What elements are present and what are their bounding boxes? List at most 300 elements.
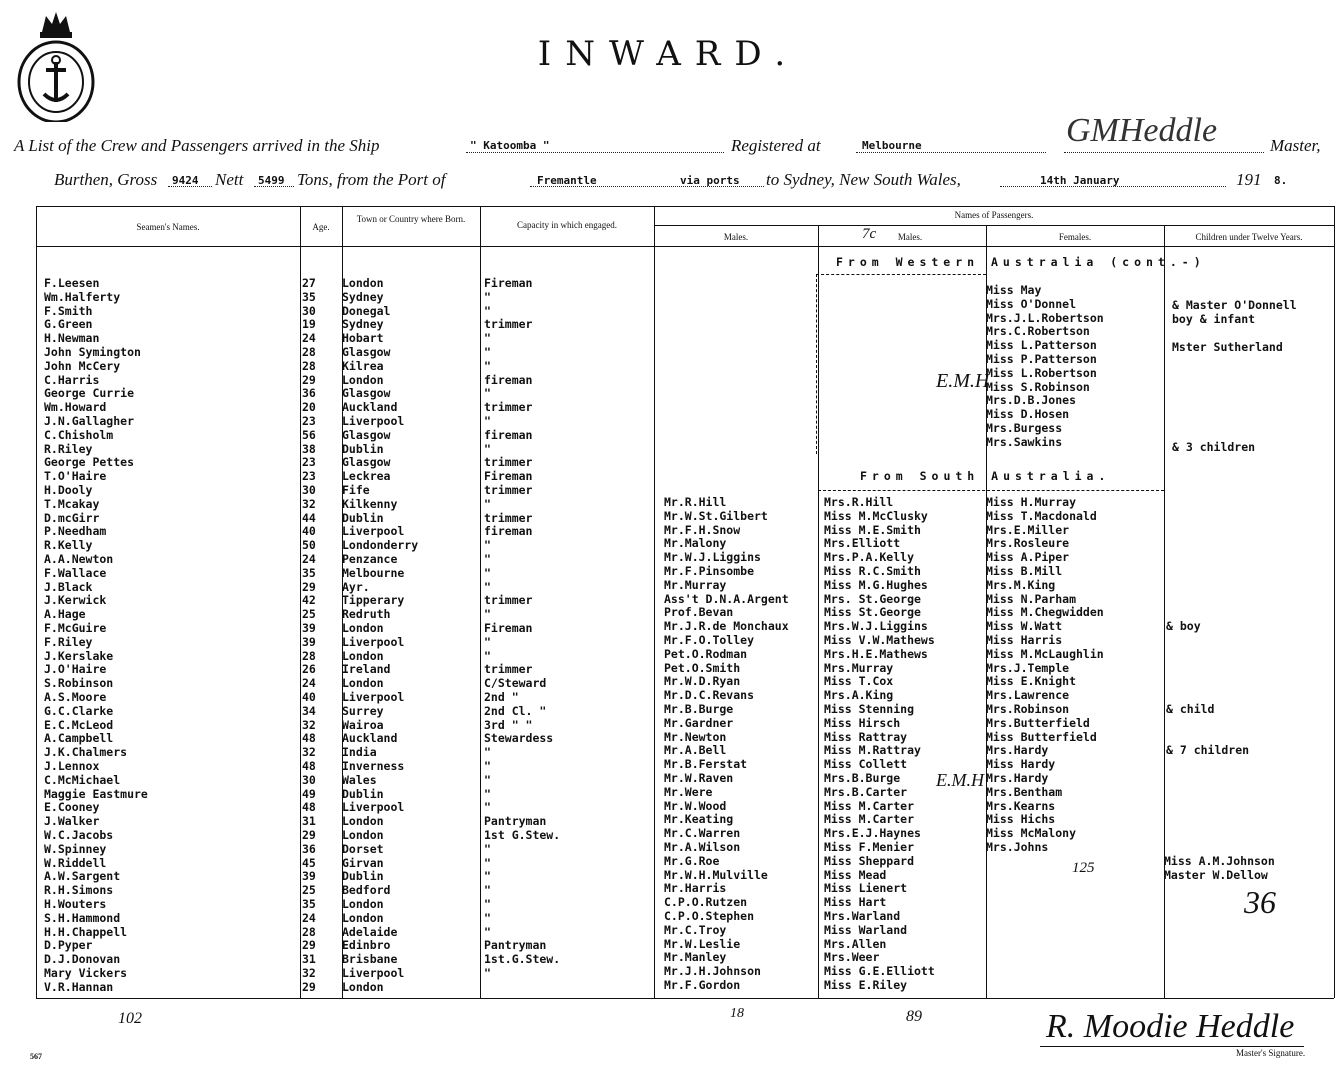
crew-capacity: " [484,745,491,760]
crew-birthplace: Ayr. [342,579,370,594]
crew-birthplace: Liverpool [342,800,405,815]
crew-capacity: trimmer [484,483,533,497]
passenger-female: Mrs.D.B.Jones [986,393,1077,408]
crew-age: 40 [302,524,316,539]
crew-name: George Currie [44,386,135,401]
crew-name: H.H.Chappell [44,924,128,939]
crew-birthplace: Redruth [342,607,391,622]
crew-name: W.C.Jacobs [44,828,114,842]
crew-birthplace: India [342,745,377,760]
year-prefix: 191 [1236,170,1262,189]
handwritten-initials: E.M.H [936,370,990,392]
crew-capacity: trimmer [484,662,533,677]
crew-birthplace: Glasgow [342,386,391,401]
passenger-female: Miss L.Robertson [986,365,1097,380]
crew-age: 23 [302,455,316,470]
passenger-female: Mrs.C.Robertson [986,324,1090,339]
passenger-male: Mr.Keating [664,812,734,827]
crew-name: S.Robinson [44,676,114,691]
col-passengers: Names of Passengers. [954,210,1034,220]
crew-name: C.Chisholm [44,427,114,442]
crew-age: 25 [302,607,316,622]
crew-capacity: Fireman [484,621,533,635]
passenger-male: Pet.O.Smith [664,660,741,675]
crew-age: 56 [302,427,316,442]
crew-name: D.Pyper [44,938,93,953]
to-sydney-label: to Sydney, New South Wales, [766,170,961,189]
crew-capacity: fireman [484,524,533,539]
crew-total: 102 [118,1010,142,1027]
crew-name: C.McMichael [44,772,121,787]
crew-birthplace: Leckrea [342,469,391,484]
passenger-female: Mrs.Warland [824,909,901,923]
passenger-male: Mr.W.St.Gilbert [664,508,768,523]
crew-capacity: " [484,648,491,663]
crew-name: J.Black [44,579,93,594]
passenger-female: Mrs. St.George [824,591,921,606]
passenger-female: Miss Hardy [986,757,1056,772]
crew-birthplace: Dublin [342,869,384,884]
master-label: Master, [1270,136,1321,155]
passenger-female: Miss Sheppard [824,853,915,868]
col-males: Males. [723,232,749,242]
crew-capacity: " [484,289,491,304]
passenger-male: Mr.Were [664,784,713,799]
crew-birthplace: Bedford [342,883,391,898]
crew-name: J.N.Gallagher [44,414,135,428]
passenger-child: & 3 children [1172,440,1256,454]
passenger-female: Mrs.Weer [824,950,880,965]
crew-capacity: trimmer [484,317,533,332]
crew-age: 39 [302,869,316,884]
passenger-female: Miss H.Murray [986,495,1077,509]
crew-capacity: " [484,883,491,898]
passenger-female: Mrs.Butterfield [986,715,1090,730]
passenger-male: Prof.Bevan [664,605,734,620]
crew-name: T.O'Haire [44,469,107,484]
passenger-female: Mrs.Johns [986,840,1049,854]
crew-name: A.A.Newton [44,552,114,566]
passenger-child: & 7 children [1166,743,1250,758]
passenger-female: Miss A.Piper [986,550,1070,565]
crew-name: R.H.Simons [44,883,114,898]
crew-birthplace: Surrey [342,703,384,718]
crew-name: A.Campbell [44,731,114,746]
crew-capacity: " [484,924,491,939]
signature-label: Master's Signature. [1236,1048,1306,1058]
crew-name: T.Mcakay [44,496,100,511]
crew-birthplace: Hobart [342,331,384,346]
crew-age: 24 [302,910,316,925]
crew-name: Wm.Howard [44,400,107,415]
crew-capacity: " [484,414,491,428]
col-children: Children under Twelve Years. [1195,232,1303,242]
passenger-male: Mr.Manley [664,950,727,965]
crew-capacity: Pantryman [484,814,547,829]
passenger-male: Mr.F.O.Tolley [664,633,755,647]
crew-age: 28 [302,358,316,373]
crew-birthplace: London [342,814,384,829]
crew-age: 29 [302,828,316,842]
passenger-female: Mrs.Sawkins [986,434,1063,449]
crew-name: F.McGuire [44,621,107,635]
crew-name: J.Lennox [44,759,100,773]
crew-age: 32 [302,966,316,980]
crew-age: 24 [302,331,316,346]
crew-name: J.Walker [44,814,100,829]
crew-age: 29 [302,372,316,387]
passenger-male: Mr.D.C.Revans [664,688,755,703]
crew-birthplace: Dublin [342,441,384,456]
master-signature: R. Moodie Heddle [1046,1008,1295,1045]
crew-name: H.Newman [44,331,100,346]
crew-capacity: fireman [484,372,533,387]
crew-name: R.Riley [44,441,93,456]
passenger-female: Mrs.Hardy [986,771,1049,785]
crew-birthplace: London [342,979,384,994]
crew-birthplace: Tipperary [342,593,405,608]
crew-name: C.Harris [44,372,100,387]
crew-name: E.C.McLeod [44,717,114,732]
page-number: 567 [30,1052,42,1061]
crew-name: G.C.Clarke [44,703,114,718]
crew-birthplace: Donegal [342,303,391,318]
crew-capacity: " [484,496,491,511]
tons-label: Tons, from the Port of [297,170,446,189]
passenger-male: Mr.R.Hill [664,495,727,509]
crew-capacity: " [484,759,491,773]
passenger-female: Miss Rattray [824,729,908,744]
registered-label: Registered at [731,136,821,155]
crew-age: 25 [302,883,316,898]
crew-name: John Symington [44,345,141,359]
crew-age: 50 [302,538,316,553]
passenger-child: Master W.Dellow [1164,867,1268,882]
passenger-female: Miss Mead [824,867,887,882]
crew-capacity: " [484,855,491,870]
crew-name: V.R.Hannan [44,979,114,994]
crew-age: 28 [302,924,316,939]
passenger-female: Miss N.Parham [986,591,1077,606]
crew-capacity: " [484,358,491,373]
passenger-female: Mrs.J.L.Robertson [986,310,1104,325]
passenger-female: Mrs.R.Hill [824,495,894,509]
crew-age: 45 [302,855,316,870]
crew-birthplace: Dublin [342,786,384,801]
passenger-female: Miss Collett [824,757,908,772]
passenger-female: Miss Hart [824,895,887,910]
crew-name: F.Smith [44,303,93,318]
crew-name: J.K.Chalmers [44,745,128,760]
crew-capacity: " [484,579,491,594]
crew-name: Wm.Halferty [44,289,121,304]
crew-birthplace: London [342,828,384,842]
passenger-male: Mr.C.Troy [664,922,727,937]
passenger-female: Miss May [986,283,1042,297]
passenger-female: Miss Butterfield [986,729,1097,744]
crew-age: 32 [302,496,316,511]
crew-age: 31 [302,952,316,967]
passenger-male: Mr.F.Pinsombe [664,564,755,578]
passenger-female: Miss G.E.Elliott [824,964,935,979]
passenger-female: Mrs.Elliott [824,536,901,551]
passenger-female: Miss E.Riley [824,978,908,992]
males-total: 18 [730,1006,744,1021]
passenger-male: Mr.C.Warren [664,826,741,841]
passenger-male: Ass't D.N.A.Argent [664,591,789,606]
crew-birthplace: Edinbro [342,938,391,953]
crew-birthplace: London [342,897,384,911]
passenger-female: Miss Lienert [824,881,908,896]
passenger-female: Miss Hirsch [824,715,901,730]
crew-birthplace: Liverpool [342,414,405,428]
crew-age: 42 [302,593,316,608]
crew-capacity: 1st.G.Stew. [484,952,561,967]
master-name-signature: GMHeddle [1066,112,1218,149]
passenger-child: & Master O'Donnell [1172,298,1297,312]
crew-age: 24 [302,552,316,566]
passenger-female: Mrs.B.Carter [824,784,908,799]
passenger-female: Mrs.Bentham [986,784,1063,799]
passenger-female: Miss V.W.Mathews [824,633,935,647]
crew-birthplace: Glasgow [342,455,391,470]
via-ports: via ports [680,174,740,187]
crew-age: 35 [302,565,316,580]
crew-capacity: " [484,966,491,980]
crew-name: Mary Vickers [44,966,128,980]
passenger-female: Miss M.McClusky [824,508,928,523]
crew-birthplace: London [342,276,384,290]
passenger-female: Mrs.Hardy [986,743,1049,758]
handwritten-initials-2: E.M.H [936,770,984,790]
passenger-female: Miss B.Mill [986,564,1063,578]
crew-capacity: 2nd Cl. " [484,703,547,718]
col-females: Females. [1058,232,1092,242]
crew-capacity: " [484,303,491,318]
passenger-female: Mrs.W.J.Liggins [824,619,928,634]
crew-age: 35 [302,289,316,304]
crew-birthplace: Dublin [342,510,384,525]
crew-name: E.Cooney [44,800,100,815]
crew-birthplace: Girvan [342,855,384,870]
crew-birthplace: London [342,372,384,387]
passenger-female: Mrs.E.J.Haynes [824,826,921,841]
passenger-male: C.P.O.Rutzen [664,895,748,910]
crew-name: S.H.Hammond [44,910,121,925]
crew-birthplace: Penzance [342,552,398,566]
crew-birthplace: Ireland [342,662,391,677]
passenger-female: Miss Warland [824,922,908,937]
crew-age: 49 [302,786,316,801]
crew-name: F.Wallace [44,565,107,580]
passenger-male: Mr.Murray [664,577,727,592]
crew-capacity: fireman [484,427,533,442]
passenger-male: Mr.A.Wilson [664,840,741,854]
passenger-male: Mr.B.Ferstat [664,757,748,772]
crew-name: D.J.Donovan [44,952,121,967]
crew-capacity: " [484,841,491,856]
crew-birthplace: Kilkenny [342,496,398,511]
passenger-female: Mrs.Burgess [986,421,1063,435]
passenger-male: Mr.W.Leslie [664,936,741,951]
crew-capacity: 3rd " " [484,717,533,732]
crew-age: 44 [302,510,316,525]
heading-line1: A List of the Crew and Passengers arrived in the Ship [14,136,380,155]
passenger-female: Miss E.Knight [986,674,1077,689]
passenger-male: Mr.J.H.Johnson [664,964,761,979]
crew-name: G.Green [44,317,93,332]
crew-capacity: " [484,607,491,622]
crew-age: 31 [302,814,316,829]
passenger-female: Mrs.P.A.Kelly [824,550,915,565]
gross-tonnage: 9424 [172,174,199,187]
crew-birthplace: Liverpool [342,524,405,539]
crew-capacity: " [484,565,491,580]
passenger-female: Miss M.Carter [824,812,915,827]
passenger-male: Mr.Gardner [664,715,734,730]
crew-name: Maggie Eastmure [44,786,148,801]
page-title: INWARD. [537,34,800,74]
col-town: Town or Country where Born. [356,214,466,224]
passenger-male: Mr.G.Roe [664,853,720,868]
crew-age: 30 [302,483,316,497]
crew-capacity: " [484,441,491,456]
crew-age: 38 [302,441,316,456]
passenger-female: Mrs.Robinson [986,702,1070,716]
crew-age: 20 [302,400,316,415]
crew-name: A.Hage [44,607,86,622]
crew-name: P.Needham [44,524,107,539]
crew-name: A.S.Moore [44,690,107,704]
crew-capacity: Fireman [484,276,533,290]
registered-port: Melbourne [862,139,922,152]
passenger-male: Mr.W.J.Liggins [664,550,761,565]
passenger-female: Mrs.Lawrence [986,688,1070,703]
passenger-child: Mster Sutherland [1172,340,1283,354]
crew-birthplace: London [342,910,384,925]
crew-age: 32 [302,717,316,732]
crew-capacity: trimmer [484,400,533,415]
crew-name: F.Leesen [44,276,100,290]
crew-birthplace: Wairoa [342,717,384,732]
crew-birthplace: Kilrea [342,358,384,373]
crew-age: 48 [302,731,316,746]
crew-capacity: " [484,552,491,566]
passenger-male: Mr.W.Wood [664,798,727,813]
passenger-child: Miss A.M.Johnson [1164,853,1275,868]
crew-capacity: Fireman [484,469,533,484]
crew-age: 36 [302,841,316,856]
females-count: 125 [1072,860,1095,876]
passenger-female: Miss T.Cox [824,674,894,689]
crew-age: 39 [302,634,316,649]
crew-age: 28 [302,345,316,359]
crew-name: A.W.Sargent [44,869,121,884]
crew-name: D.mcGirr [44,510,100,525]
crew-capacity: " [484,869,491,884]
crew-name: H.Wouters [44,897,107,911]
crew-capacity: Stewardess [484,731,554,746]
crew-name: J.Kerwick [44,593,107,608]
col-seamen-names: Seamen's Names. [136,222,200,232]
crew-age: 36 [302,386,316,401]
passenger-male: Mr.F.H.Snow [664,522,741,537]
crew-birthplace: Glasgow [342,345,391,359]
crew-birthplace: Liverpool [342,690,405,704]
crew-age: 26 [302,662,316,677]
passenger-female: Mrs.H.E.Mathews [824,646,928,661]
crew-age: 29 [302,979,316,994]
passenger-female: Miss S.Robinson [986,379,1090,394]
passenger-female: Mrs.A.King [824,688,894,703]
crew-birthplace: Inverness [342,759,405,773]
passenger-male: Pet.O.Rodman [664,646,748,661]
crew-age: 48 [302,759,316,773]
passenger-female: Miss Stenning [824,702,915,716]
passenger-male: Mr.W.D.Ryan [664,674,741,689]
col-capacity: Capacity in which engaged. [517,220,617,230]
passenger-female: Miss R.C.Smith [824,564,921,578]
ship-name: " Katoomba " [470,139,550,152]
crew-age: 27 [302,276,316,290]
crew-capacity: " [484,345,491,359]
crew-age: 48 [302,800,316,815]
crew-name: J.O'Haire [44,662,107,677]
passenger-female: Miss M.Rattray [824,743,921,758]
crew-name: J.Kerslake [44,648,114,663]
crew-age: 24 [302,676,316,691]
passenger-female: Miss M.E.Smith [824,522,921,537]
passenger-female: Miss M.Chegwidden [986,605,1104,620]
crew-capacity: " [484,772,491,787]
passenger-female: Miss L.Patterson [986,338,1097,353]
crew-capacity: trimmer [484,510,533,525]
crew-age: 29 [302,938,316,953]
passenger-female: Miss W.Watt [986,619,1063,634]
crew-birthplace: Wales [342,772,377,787]
females-total: 89 [906,1008,922,1025]
passenger-child: boy & infant [1172,312,1256,326]
crew-birthplace: Sydney [342,317,384,332]
crew-birthplace: Dorset [342,841,384,856]
western-australia-banner: From Western Australia (cont.-) [836,255,1206,269]
passenger-female: Miss P.Patterson [986,352,1097,366]
crew-age: 29 [302,579,316,594]
passenger-male: Mr.F.Gordon [664,978,741,992]
crew-capacity: 2nd " [484,690,519,704]
crew-capacity: trimmer [484,455,533,470]
crew-capacity: " [484,910,491,925]
crew-birthplace: Brisbane [342,952,398,967]
crew-birthplace: Auckland [342,400,398,415]
crew-age: 32 [302,745,316,760]
passenger-male: Mr.J.R.de Monchaux [664,619,789,634]
passenger-female: Miss M.McLaughlin [986,646,1104,661]
crew-age: 39 [302,621,316,635]
crew-name: W.Riddell [44,855,107,870]
passenger-male: Mr.B.Burge [664,702,734,716]
passenger-male: C.P.O.Stephen [664,909,755,923]
crew-age: 34 [302,703,316,718]
nett-tonnage: 5499 [258,174,285,187]
passenger-female: Miss St.George [824,605,921,620]
passenger-female: Miss F.Menier [824,840,915,854]
passenger-female: Miss M.Carter [824,798,915,813]
passenger-female: Miss T.Macdonald [986,508,1097,523]
passenger-female: Miss McMalony [986,826,1077,841]
crew-age: 30 [302,303,316,318]
crew-age: 23 [302,469,316,484]
